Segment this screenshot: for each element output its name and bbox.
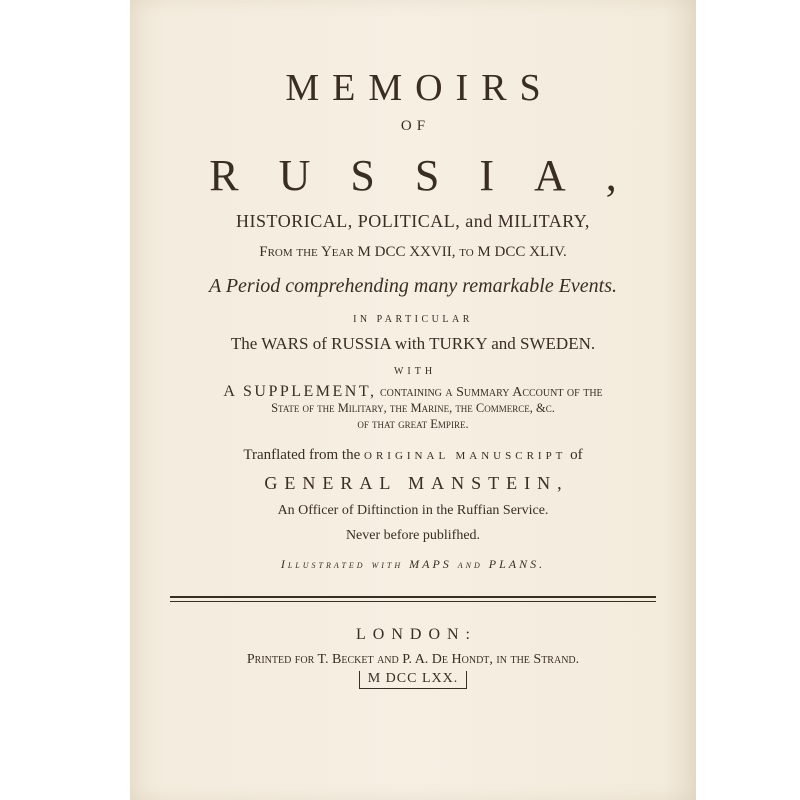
imprint-date-wrapper bbox=[130, 671, 696, 689]
imprint-place: LONDON: bbox=[356, 626, 477, 643]
supplement-heading: A SUPPLEMENT, bbox=[223, 383, 377, 400]
illustrated-line: Illustrated with MAPS and PLANS. bbox=[280, 557, 546, 571]
supplement-text: containing a Summary Account of the bbox=[376, 385, 603, 400]
imprint-date: M DCC LXX. bbox=[359, 671, 468, 689]
title-russia: RUSSIA, bbox=[209, 151, 657, 200]
imprint-printer: Printed for T. Becket and P. A. De Hondt, in the Strand. bbox=[246, 652, 580, 667]
title-memoirs: MEMOIRS bbox=[285, 67, 554, 109]
translated-line bbox=[130, 447, 696, 464]
year-range: From the Year M DCC XXVII, to M DCC XLIV. bbox=[259, 244, 567, 260]
in-particular-label: IN PARTICULAR bbox=[353, 314, 473, 325]
never-published: Never before publifhed. bbox=[345, 528, 481, 543]
title-page bbox=[130, 0, 696, 800]
supplement-line-3: of that great Empire. bbox=[357, 417, 469, 431]
author-description: An Officer of Diftinction in the Ruffian Service. bbox=[277, 503, 549, 518]
divider-rule-thick bbox=[170, 596, 656, 598]
original-manuscript: ORIGINAL MANUSCRIPT bbox=[364, 450, 567, 462]
title-of: OF bbox=[400, 118, 431, 134]
translated-suffix: of bbox=[566, 447, 583, 463]
wars-line: The WARS of RUSSIA with TURKY and SWEDEN. bbox=[230, 334, 596, 353]
supplement-line-2: State of the Military, the Marine, the Commerce, &c. bbox=[271, 401, 555, 415]
period-description: A Period comprehending many remarkable Events. bbox=[208, 275, 618, 297]
author-name: GENERAL MANSTEIN, bbox=[264, 473, 569, 493]
with-label: WITH bbox=[393, 366, 437, 377]
translated-prefix: Tranflated from the bbox=[243, 447, 364, 463]
divider-rule-thin bbox=[170, 601, 656, 602]
subtitle: HISTORICAL, POLITICAL, and MILITARY, bbox=[236, 211, 590, 231]
supplement-line-1 bbox=[130, 383, 696, 401]
